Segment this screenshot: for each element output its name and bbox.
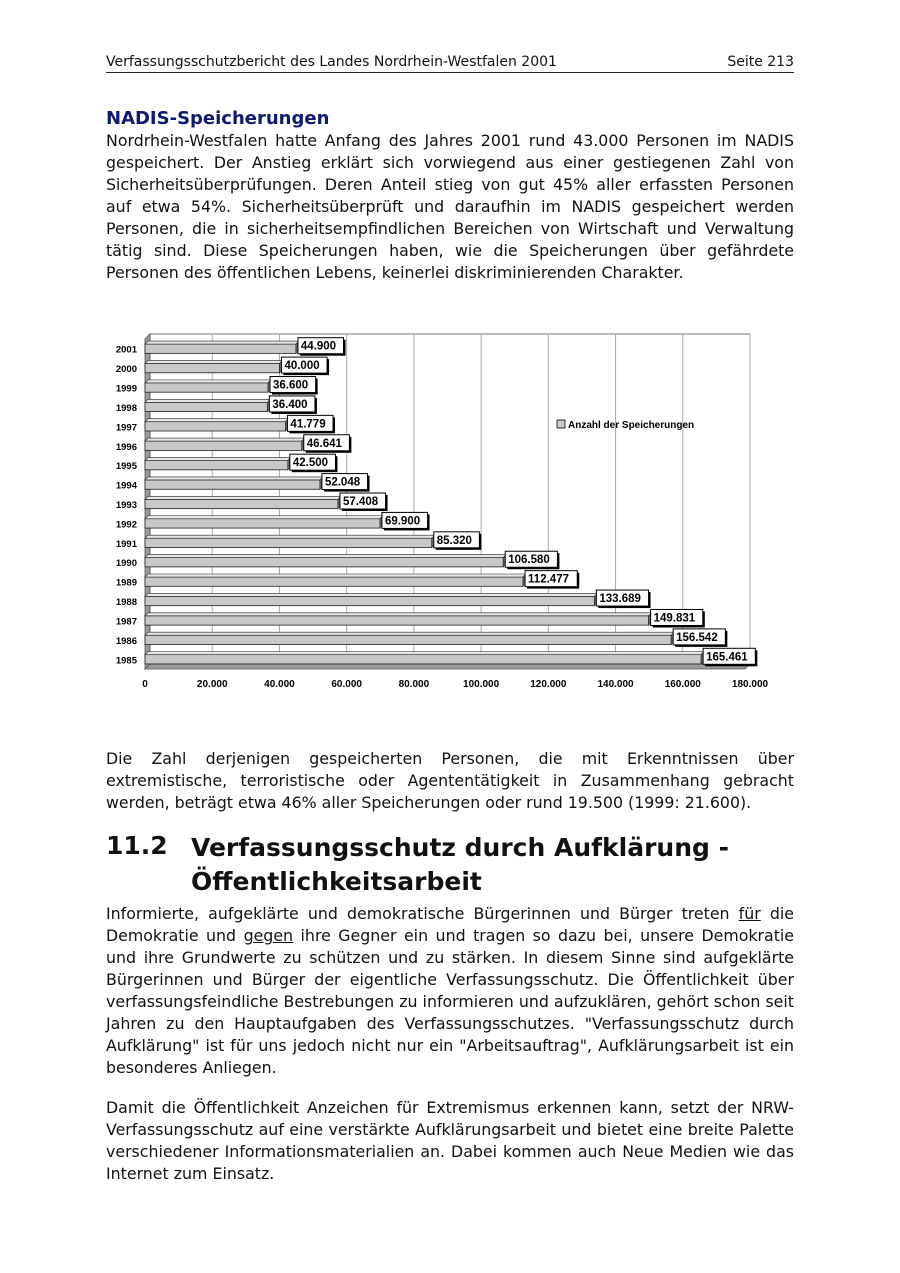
bar-top: [145, 438, 305, 441]
x-tick-label: 180.000: [731, 679, 769, 690]
header-title: Verfassungsschutzbericht des Landes Nordrhein-Westfalen 2001: [106, 54, 557, 70]
category-label: 1994: [115, 480, 137, 492]
section-title-line1: Verfassungsschutz durch Aufklärung -: [191, 833, 729, 862]
data-label: 44.900: [300, 340, 337, 353]
bar: [145, 402, 267, 411]
bar: [145, 363, 279, 372]
bar: [145, 344, 296, 353]
bar-top: [145, 341, 299, 344]
category-label: 1985: [115, 655, 137, 667]
bar: [145, 519, 380, 528]
data-label: 41.779: [290, 418, 326, 431]
category-label: 1992: [115, 519, 137, 531]
data-label: 85.320: [436, 534, 472, 547]
x-tick-label: 160.000: [664, 679, 701, 690]
category-label: 1995: [115, 461, 137, 473]
section-title: [191, 831, 791, 899]
bar-top: [145, 574, 526, 577]
category-label: 1996: [115, 441, 137, 453]
category-label: 1987: [115, 616, 137, 628]
x-tick-label: 40.000: [264, 679, 295, 690]
bar-top: [145, 458, 291, 461]
bar: [145, 441, 302, 450]
p3-text-a: Informierte, aufgeklärte und demokratische Bürgerinnen und Bürger treten: [106, 904, 739, 923]
data-label: 52.048: [324, 476, 361, 489]
legend-label: Anzahl der Speicherungen: [568, 420, 695, 431]
bar-top: [145, 535, 435, 538]
section-title-line2: Öffentlichkeitsarbeit: [191, 867, 482, 896]
data-label: 40.000: [284, 360, 320, 373]
category-label: 2000: [115, 364, 137, 376]
bar: [145, 480, 320, 489]
bar-top: [145, 516, 383, 519]
bar: [145, 596, 594, 605]
category-label: 1988: [115, 597, 137, 609]
p3-text-c: ihre Gegner ein und tragen so dazu bei, unsere Demokratie und ihre Grundwerte zu schützen und zu stärken. In diesem Sinne sind aufgeklärte Bürgerinnen und Bürger der eigentliche Verfassungsschutz. Die Öffentlichkeit über verfassungsfeindliche Bestrebungen zu informieren und aufzuklären, gehört schon seit Jahren zu den Hauptaufgaben des Verfassungsschutzes. "Verfassungsschutz durch Aufklärung" ist für uns jedoch nicht nur ein "Arbeitsauftrag", Aufklärungsarbeit ist ein besonderes Anliegen.: [106, 926, 795, 1077]
data-label: 106.580: [508, 554, 550, 567]
bar-top: [145, 477, 323, 480]
legend-swatch: [557, 420, 565, 428]
extremism-paragraph: Die Zahl derjenigen gespeicherten Personen, die mit Erkenntnissen über extremistische, terroristische oder Agententätigkeit in Zusammenhang gebracht werden, beträgt etwa 46% aller Speicherungen oder rund 19.500 (1999: 21.600).: [106, 749, 794, 812]
nadis-heading: NADIS-Speicherungen: [106, 108, 330, 129]
category-label: 1993: [115, 500, 137, 511]
x-tick-label: 0: [142, 679, 148, 690]
data-label: 156.542: [676, 631, 718, 644]
p3-underline-fuer: für: [738, 904, 761, 923]
bar: [145, 558, 503, 567]
bar: [145, 577, 523, 586]
data-label: 36.400: [272, 398, 308, 411]
bar-top: [145, 555, 506, 558]
category-label: 1986: [115, 635, 137, 647]
bar: [145, 616, 649, 625]
x-tick-label: 100.000: [463, 679, 500, 690]
bar-top: [145, 380, 271, 383]
bar-top: [145, 593, 597, 596]
bar-top: [145, 632, 674, 635]
category-label: 1989: [115, 577, 137, 589]
information-paragraph: Damit die Öffentlichkeit Anzeichen für Extremismus erkennen kann, setzt der NRW-Verfassungsschutz auf eine verstärkte Aufklärungsarbeit und bietet eine breite Palette verschiedener Informationsmaterialien an. Dabei kommen auch Neue Medien wie das Internet zum Einsatz.: [106, 1098, 794, 1183]
x-tick-label: 140.000: [597, 679, 634, 690]
bar: [145, 461, 288, 470]
data-label: 69.900: [384, 515, 421, 528]
section-number: 11.2: [106, 831, 168, 860]
category-label: 1997: [115, 422, 137, 434]
x-tick-label: 80.000: [398, 679, 430, 690]
x-tick-label: 120.000: [530, 679, 567, 690]
bar: [145, 422, 285, 431]
data-label: 133.689: [599, 593, 641, 606]
bar: [145, 499, 338, 508]
bar: [145, 538, 432, 547]
category-label: 1999: [115, 383, 137, 395]
x-tick-label: 20.000: [196, 679, 228, 690]
bar: [145, 655, 701, 664]
public-relations-paragraph: [106, 903, 794, 1079]
page-number: Seite 213: [727, 54, 794, 70]
bar-top: [145, 496, 341, 499]
category-label: 1998: [115, 402, 137, 414]
p3-underline-gegen: gegen: [243, 926, 294, 945]
intro-paragraph: Nordrhein-Westfalen hatte Anfang des Jahres 2001 rund 43.000 Personen im NADIS gespeichert. Der Anstieg erklärt sich vorwiegend aus einer gestiegenen Zahl von Sicherheitsüberprüfungen. Deren Anteil stieg von gut 45% aller erfassten Personen auf etwa 54%. Sicherheitsüberprüft und daraufhin im NADIS gespeichert werden Personen, die in sicherheitsempfindlichen Bereichen von Wirtschaft und Verwaltung tätig sind. Diese Speicherungen haben, wie die Speicherungen über gefährdete Personen des öffentlichen Lebens, keinerlei diskriminierenden Charakter.: [106, 131, 794, 282]
category-label: 2001: [115, 344, 137, 356]
data-label: 46.641: [306, 437, 342, 450]
data-label: 42.500: [292, 457, 329, 470]
category-label: 1990: [115, 558, 137, 570]
bar: [145, 383, 268, 392]
data-label: 57.408: [342, 496, 379, 508]
p3-text-b: die Demokratie und: [106, 904, 794, 945]
x-tick-label: 60.000: [331, 679, 362, 690]
data-label: 149.831: [653, 612, 696, 625]
bar-top: [145, 399, 270, 402]
data-label: 165.461: [706, 651, 748, 664]
floor: [145, 664, 750, 669]
bar-top: [145, 652, 704, 655]
category-label: 1991: [115, 538, 137, 550]
bar-top: [145, 419, 288, 422]
data-label: 112.477: [528, 573, 569, 586]
data-label: 36.600: [273, 379, 309, 392]
bar-top: [145, 613, 652, 616]
bar: [145, 635, 671, 644]
bar-top: [145, 360, 282, 363]
